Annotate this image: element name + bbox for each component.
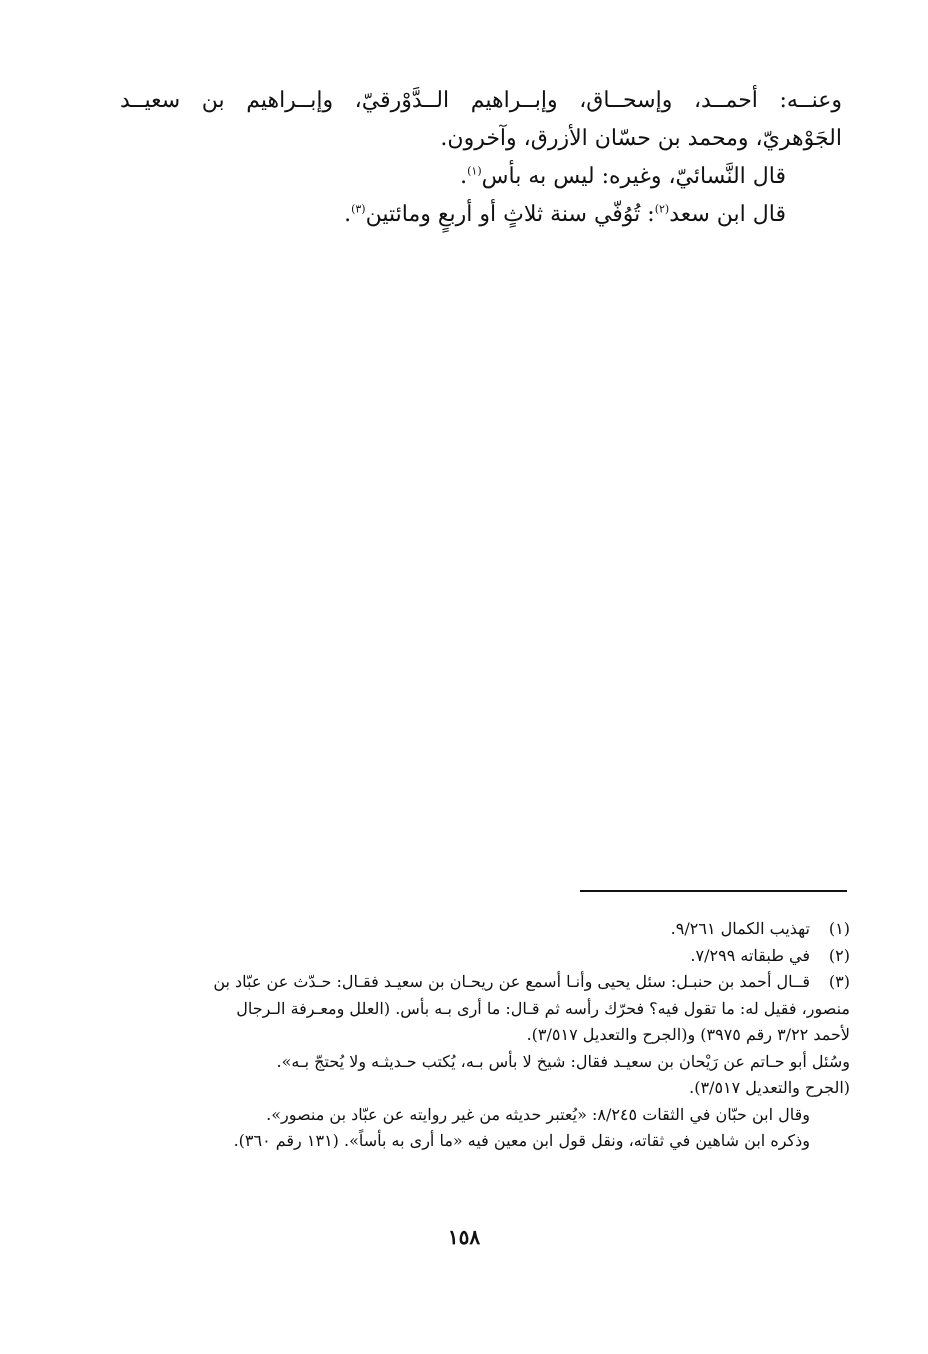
period: . xyxy=(344,202,352,227)
main-text xyxy=(120,82,842,234)
footnote-text: قــال أحمد بن حنبـل: سئل يحيى وأنـا أسمع عن ريحـان بن سعيـد فقـال: حـدّث عن عبّاد بن xyxy=(213,972,810,991)
footnote-text: وقال ابن حبّان في الثقات ٨/٢٤٥: «يُعتبر حديثه من غير روايته عن عبّاد بن منصور». xyxy=(266,1104,810,1124)
footnote-text: (الجرح والتعديل ٣/٥١٧). xyxy=(689,1078,850,1097)
footnote-divider xyxy=(580,890,847,892)
main-line-2 xyxy=(120,120,842,158)
page-number: ١٥٨ xyxy=(447,1225,481,1249)
footnote-number: (٢) xyxy=(828,945,850,965)
footnote-ref-3[interactable]: (٣) xyxy=(351,202,366,216)
footnote-3-line xyxy=(128,996,850,1023)
footnote-3-line xyxy=(128,1049,850,1076)
footnote-text: وذكره ابن شاهين في ثقاته، ونقل قول ابن معين فيه «ما أرى به بأساً». (١٣١ رقم ٣٦٠). xyxy=(233,1131,810,1150)
footnote-3-line xyxy=(128,1102,850,1129)
main-line-3-text: قال النَّسائيّ، وغيره: ليس به بأس xyxy=(481,164,786,189)
main-line-4 xyxy=(120,196,842,234)
main-line-4a-text: قال ابن سعد xyxy=(669,202,786,227)
footnote-text: تهذيب الكمال ٩/٢٦١. xyxy=(670,919,810,938)
footnote-text: في طبقاته ٧/٢٩٩. xyxy=(690,945,810,965)
main-line-1-text: وعنــه: أحمــد، وإسحــاق، وإبــراهيم الــدَّوْرقيّ، وإبــراهيم بن سعيــد xyxy=(120,88,842,113)
footnote-text: وسُئل أبو حـاتم عن رَيْحان بن سعيـد فقال: شيخ لا بأس بـه، يُكتب حـديثـه ولا يُحتجّ بـه». xyxy=(276,1051,850,1071)
main-line-3 xyxy=(120,158,842,196)
footnote-number: (١) xyxy=(828,919,850,938)
footnote-ref-1[interactable]: (١) xyxy=(467,164,482,178)
footnote-3-line xyxy=(128,1128,850,1155)
footnote-1 xyxy=(128,916,850,943)
main-line-4b-text: : تُوُفّي سنة ثلاثٍ أو أربعٍ ومائتين xyxy=(365,202,655,227)
footnote-number: (٣) xyxy=(828,972,850,991)
footnote-ref-2[interactable]: (٢) xyxy=(654,202,670,216)
footnotes xyxy=(128,916,850,1155)
footnote-text: منصور، فقيل له: ما تقول فيه؟ فحرّك رأسه ثم قـال: ما أرى بـه بأس. (العلل ومعـرفة الـرجال xyxy=(236,998,850,1018)
main-line-1 xyxy=(120,82,842,120)
main-line-2-text: الجَوْهريّ، ومحمد بن حسّان الأزرق، وآخرون. xyxy=(440,126,842,151)
footnote-3-line xyxy=(128,1022,850,1049)
period: . xyxy=(460,164,468,189)
footnote-2 xyxy=(128,943,850,970)
footnote-text: لأحمد ٣/٢٢ رقم ٣٩٧٥) و(الجرح والتعديل ٣/٥١٧). xyxy=(526,1025,850,1044)
footnote-3-line xyxy=(128,1075,850,1102)
footnote-3 xyxy=(128,969,850,996)
